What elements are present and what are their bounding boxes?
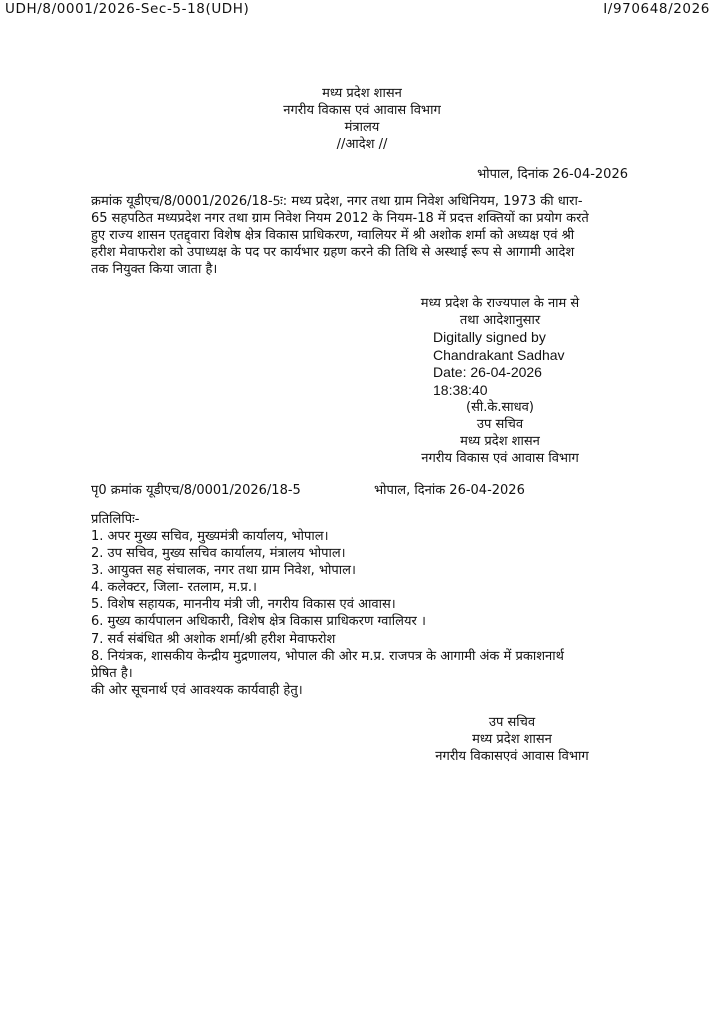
document-reference-right: I/970648/2026 [603, 1, 710, 17]
body-line: हरीश मेवाफरोश को उपाध्यक्ष के पद पर कार्यभार ग्रहण करने की तिथि से अस्थाई रूप से आगामी आदेश [91, 245, 575, 260]
footer-govt: मध्य प्रदेश शासन [472, 732, 552, 747]
signature-line: Digitally signed by [433, 329, 546, 345]
endorsement-place-date: भोपाल, दिनांक 26-04-2026 [374, 483, 525, 498]
signatory-govt: मध्य प्रदेश शासन [460, 434, 540, 449]
document-reference-left: UDH/8/0001/2026-Sec-5-18(UDH) [5, 1, 250, 17]
body-line: तक नियुक्त किया जाता है। [91, 262, 218, 277]
body-line: 65 सहपठित मध्यप्रदेश नगर तथा ग्राम निवेश नियम 2012 के नियम-18 में प्रदत्त शक्तियों का प्रयोग करते [91, 211, 589, 226]
authority-line-2: तथा आदेशानुसार [459, 313, 541, 328]
list-item: प्रेषित है। [91, 665, 133, 681]
list-item: 2. उप सचिव, मुख्य सचिव कार्यालय, मंत्रालय भोपाल। [91, 546, 346, 562]
signatory-designation: उप सचिव [476, 417, 524, 432]
copy-to-list [91, 528, 564, 699]
order-body [91, 193, 636, 278]
list-item: 5. विशेष सहायक, माननीय मंत्री जी, नगरीय विकास एवं आवास। [91, 597, 396, 613]
signature-date: Date: 26-04-2026 [433, 364, 542, 380]
footer-dept: नगरीय विकासएवं आवास विभाग [435, 749, 589, 764]
place-date: भोपाल, दिनांक 26-04-2026 [477, 167, 628, 182]
list-item: 6. मुख्य कार्यपालन अधिकारी, विशेष क्षेत्र विकास प्राधिकरण ग्वालियर । [91, 614, 426, 630]
title-govt: मध्य प्रदेश शासन [322, 86, 402, 101]
digital-signature [433, 329, 565, 399]
copy-to-heading: प्रतिलिपिः- [91, 512, 140, 527]
list-item: 8. नियंत्रक, शासकीय केन्द्रीय मुद्रणालय, भोपाल की ओर म.प्र. राजपत्र के आगामी अंक में प्रकाशनार्थ [91, 648, 564, 664]
list-item: की ओर सूचनार्थ एवं आवश्यक कार्यवाही हेतु। [91, 682, 303, 698]
title-department: नगरीय विकास एवं आवास विभाग [283, 103, 441, 118]
list-item: 4. कलेक्टर, जिला- रतलाम, म.प्र.। [91, 580, 257, 596]
title-order: //आदेश // [336, 137, 388, 152]
list-item: 1. अपर मुख्य सचिव, मुख्यमंत्री कार्यालय, भोपाल। [91, 529, 329, 544]
list-item: 3. आयुक्त सह संचालक, नगर तथा ग्राम निवेश, भोपाल। [91, 563, 356, 579]
body-line: हुए राज्य शासन एतद्द्वारा विशेष क्षेत्र विकास प्राधिकरण, ग्वालियर में श्री अशोक शर्मा को अध्यक्ष एवं श्री [91, 228, 575, 243]
authority-line-1: मध्य प्रदेश के राज्यपाल के नाम से [420, 296, 580, 311]
footer-designation: उप सचिव [488, 715, 536, 730]
title-ministry: मंत्रालय [344, 120, 380, 135]
body-line: क्रमांक यूडीएच/8/0001/2026/18-5ः: मध्य प्रदेश, नगर तथा ग्राम निवेश अधिनियम, 1973 की धारा- [91, 194, 583, 209]
signature-time: 18:38:40 [433, 381, 488, 398]
endorsement-ref: पृ0 क्रमांक यूडीएच/8/0001/2026/18-5 [91, 483, 301, 498]
signatory-dept: नगरीय विकास एवं आवास विभाग [421, 451, 579, 466]
signatory-name: (सी.के.साधव) [466, 400, 534, 415]
list-item: 7. सर्व संबंधित श्री अशोक शर्मा/श्री हरीश मेवाफरोश [91, 631, 336, 647]
signature-line: Chandrakant Sadhav [433, 346, 565, 363]
